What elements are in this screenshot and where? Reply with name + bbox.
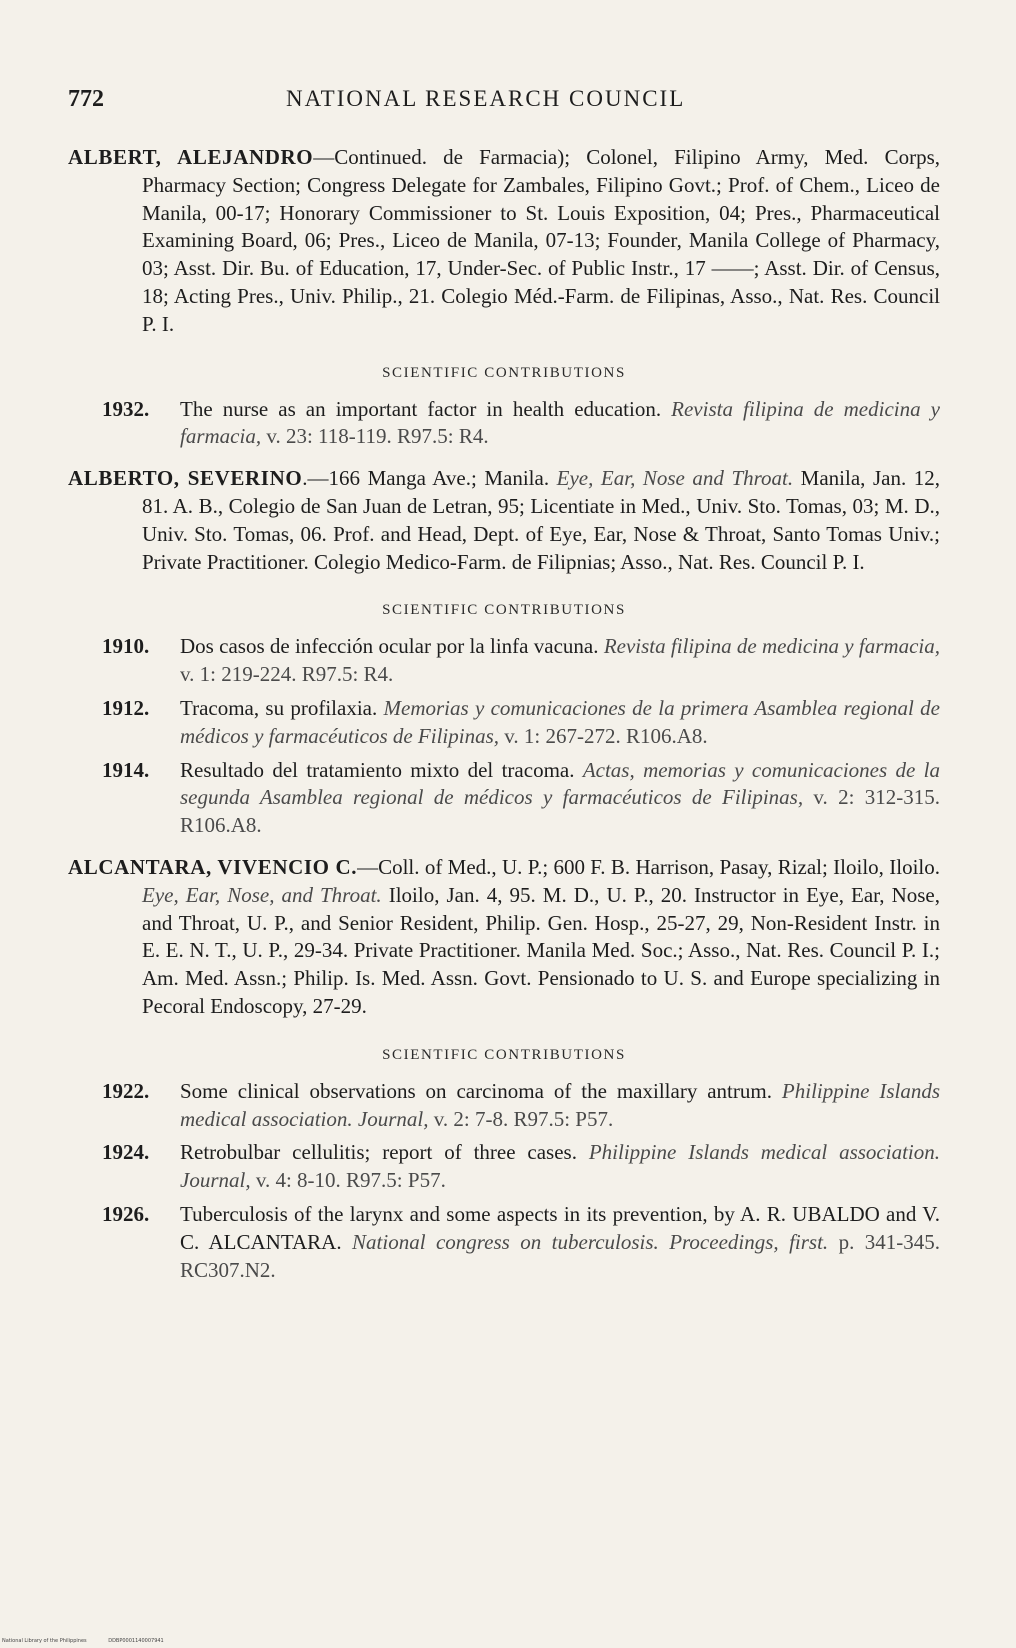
contribution-year: 1912. (102, 695, 150, 720)
contribution-ref: v. 1: 219-224. R97.5: R4. (180, 662, 394, 687)
footer-record-id: DDBP0001140007941 (108, 1638, 164, 1644)
contribution-source: Revista filipina de medicina y farmacia, (603, 634, 940, 659)
contribution-year: 1932. (102, 396, 150, 421)
contribution-ref: v. 2: 312-315. R106.A8. (180, 785, 940, 838)
contribution-title: Some clinical observations on carcinoma of the maxillary antrum. (180, 1078, 772, 1103)
entry-bio: Iloilo, Jan. 4, 95. M. D., U. P., 20. Instructor in Eye, Ear, Nose, and Throat, U. P., and Senior Resident, Philip. Gen. Hosp., 25-27, 29, Non-Resident Instr. in E. E. N. T., U. P., 29-34. Private Practitioner. Manila Med. Soc.; Asso., Nat. Res. Council P. I.; Am. Med. Assn.; Philip. Is. Med. Assn. Govt. Pensionado to U. S. and Europe specializing in Pecoral Endoscopy, 27-29. (142, 882, 940, 1018)
entry-text (68, 854, 940, 1021)
entry-specialty: Eye, Ear, Nose, and Throat. (142, 882, 382, 907)
contribution-source: National congress on tuberculosis. Proceedings, first. (352, 1229, 829, 1254)
contribution-item (68, 695, 940, 751)
contribution-item (68, 633, 940, 689)
contribution-ref: v. 2: 7-8. R97.5: P57. (433, 1106, 614, 1131)
section-heading: SCIENTIFIC CONTRIBUTIONS (382, 1046, 626, 1063)
contribution-title: Retrobulbar cellulitis; report of three cases. (180, 1140, 577, 1165)
entry-specialty: Eye, Ear, Nose and Throat. (556, 466, 794, 491)
contribution-year: 1922. (102, 1078, 150, 1103)
contribution-year: 1914. (102, 757, 150, 782)
contribution-item (68, 1139, 940, 1195)
section-heading: SCIENTIFIC CONTRIBUTIONS (382, 602, 626, 619)
section-heading: SCIENTIFIC CONTRIBUTIONS (382, 364, 626, 381)
contribution-year: 1926. (102, 1201, 150, 1226)
contribution-source: Philippine Islands medical association. Journal, (180, 1078, 941, 1131)
contribution-year: 1910. (102, 634, 150, 659)
contribution-source: Actas, memorias y comunicaciones de la segunda Asamblea regional de médicos y farmacéuticos de Filipinas, (180, 757, 940, 810)
contribution-item (68, 396, 940, 452)
contribution-title: Tuberculosis of the larynx and some aspects in its prevention, by A. R. UBALDO and V. C. ALCANTARA. (180, 1201, 940, 1254)
contribution-ref: v. 23: 118-119. R97.5: R4. (266, 424, 489, 449)
entry-name: ALBERTO, SEVERINO (68, 466, 303, 491)
contribution-title: Resultado del tratamiento mixto del tracoma. (180, 757, 575, 782)
contribution-ref: p. 341-345. RC307.N2. (180, 1229, 941, 1282)
entry-bio: —Continued. de Farmacia); Colonel, Filipino Army, Med. Corps, Pharmacy Section; Congress Delegate for Zambales, Filipino Govt.; Prof. of Chem., Liceo de Manila, 00-17; Honorary Commissioner to St. Louis Exposition, 04; Pres., Pharmaceutical Examining Board, 06; Pres., Liceo de Manila, 07-13; Founder, Manila College of Pharmacy, 03; Asst. Dir. Bu. of Education, 17, Under-Sec. of Public Instr., 17 ——; Asst. Dir. of Census, 18; Acting Pres., Univ. Philip., 21. Colegio Méd.-Farm. de Filipinas, Asso., Nat. Res. Council P. I. (142, 145, 941, 336)
entry-name: ALCANTARA, VIVENCIO C. (68, 854, 358, 879)
entry-name: ALBERT, ALEJANDRO (68, 145, 314, 169)
footer-library: National Library of the Philippines (2, 1638, 87, 1644)
page-content (68, 144, 940, 1298)
page-number: 772 (68, 86, 104, 112)
contribution-source: Memorias y comunicaciones de la primera Asamblea regional de médicos y farmacéuticos de Filipinas, (180, 695, 940, 748)
contribution-source: Revista filipina de medicina y farmacia, (180, 396, 941, 449)
running-title: NATIONAL RESEARCH COUNCIL (286, 86, 686, 111)
contribution-source: Philippine Islands medical association. Journal, (180, 1140, 941, 1193)
entry-bio: Manila, Jan. 12, 81. A. B., Colegio de San Juan de Letran, 95; Licentiate in Med., Univ. Sto. Tomas, 03; M. D., Univ. Sto. Tomas, 06. Prof. and Head, Dept. of Eye, Ear, Nose & Throat, Santo Tomas Univ.; Private Practitioner. Colegio Medico-Farm. de Filipnias; Asso., Nat. Res. Council P. I. (142, 466, 940, 574)
contribution-item (68, 757, 940, 840)
contribution-year: 1924. (102, 1140, 150, 1165)
contribution-title: Tracoma, su profilaxia. (180, 695, 378, 720)
entry-text (68, 465, 940, 576)
entry-text (68, 144, 940, 339)
scan-footer (2, 1638, 184, 1644)
biographical-entry (68, 144, 940, 451)
biographical-entry (68, 465, 940, 840)
biographical-entry (68, 854, 940, 1284)
contribution-ref: v. 4: 8-10. R97.5: P57. (255, 1168, 446, 1193)
contribution-title: Dos casos de infección ocular por la linfa vacuna. (180, 634, 599, 659)
contribution-ref: v. 1: 267-272. R106.A8. (504, 723, 708, 748)
contribution-title: The nurse as an important factor in health education. (180, 396, 662, 421)
contribution-item (68, 1201, 940, 1284)
entry-address: .—166 Manga Ave.; Manila. (302, 466, 550, 491)
entry-address: —Coll. of Med., U. P.; 600 F. B. Harrison, Pasay, Rizal; Iloilo, Iloilo. (357, 854, 940, 879)
contribution-item (68, 1078, 940, 1134)
running-header (68, 86, 958, 120)
